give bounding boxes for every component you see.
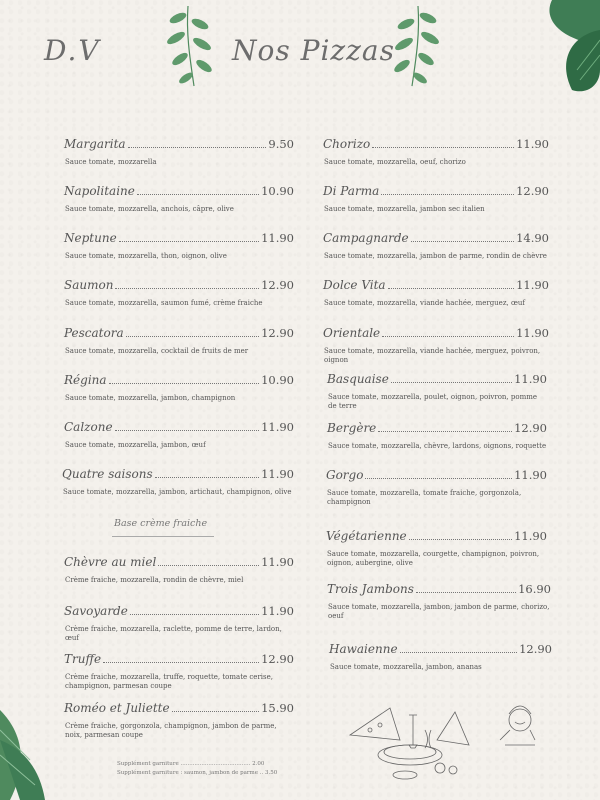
pizza-price: 12.90	[514, 421, 547, 435]
section-heading-cream-base: Base crème fraiche	[114, 518, 208, 529]
pizza-name: Margarita	[64, 137, 126, 151]
pizza-description: Sauce tomate, mozzarella, jambon, œuf	[65, 441, 206, 449]
pizza-description: Sauce tomate, mozzarella, chèvre, lardons, oignons, roquette	[328, 442, 547, 450]
menu-item	[64, 184, 294, 214]
pizza-price: 11.90	[261, 604, 294, 618]
pizza-description: Sauce tomate, mozzarella, viande hachée, merguez, poivron, oignon	[324, 347, 541, 364]
pizza-description: Sauce tomate, mozzarella, jambon, jambon de parme, chorizo, oeuf	[328, 603, 550, 620]
pizza-name: Savoyarde	[64, 604, 128, 618]
menu-item	[64, 137, 294, 167]
pizza-price: 11.90	[514, 468, 547, 482]
pizza-name: Calzone	[64, 420, 113, 434]
palm-leaf-icon	[0, 700, 70, 800]
menu-item	[64, 701, 294, 740]
menu-item	[64, 326, 294, 356]
leaf-branch-icon	[158, 4, 218, 89]
pizza-description: Sauce tomate, mozzarella, cocktail de fruits de mer	[65, 347, 249, 355]
monstera-leaf-icon	[532, 0, 600, 100]
pizza-name: Pescatora	[64, 326, 124, 340]
pizza-name: Neptune	[64, 231, 117, 245]
menu-item	[64, 555, 294, 585]
pizza-price: 14.90	[516, 231, 549, 245]
pizza-description: Sauce tomate, mozzarella, jambon sec italien	[324, 205, 485, 213]
pizza-name: Gorgo	[326, 468, 364, 482]
menu-item	[323, 231, 549, 261]
menu-item	[64, 278, 294, 308]
pizza-description: Sauce tomate, mozzarella, courgette, champignon, poivron, oignon, aubergine, olive	[327, 550, 540, 567]
pizza-name: Hawaienne	[329, 642, 398, 656]
pizza-price: 15.90	[261, 701, 294, 715]
pizza-description: Crème fraiche, gorgonzola, champignon, jambon de parme, noix, parmesan coupe	[65, 722, 277, 739]
pizza-name: Campagnarde	[323, 231, 409, 245]
pizza-price: 11.90	[516, 137, 549, 151]
pizza-name: Végétarienne	[326, 529, 407, 543]
pizza-description: Sauce tomate, mozzarella, jambon, champignon	[65, 394, 236, 402]
menu-item	[64, 652, 294, 691]
pizza-name: Bergère	[327, 421, 377, 435]
pizza-description: Sauce tomate, mozzarella, oeuf, chorizo	[324, 158, 466, 166]
pizza-price: 11.90	[514, 372, 547, 386]
pizza-price: 11.90	[516, 326, 549, 340]
pizza-price: 12.90	[516, 184, 549, 198]
pizza-description: Sauce tomate, mozzarella, tomate fraiche, gorgonzola, champignon	[327, 489, 522, 506]
pizza-name: Truffe	[64, 652, 102, 666]
pizza-price: 12.90	[261, 326, 294, 340]
pizza-price: 11.90	[516, 278, 549, 292]
menu-item	[326, 529, 547, 568]
pizza-price: 11.90	[261, 231, 294, 245]
pizza-price: 10.90	[261, 184, 294, 198]
brand-logo-text: D.V	[44, 34, 101, 67]
menu-item	[327, 421, 547, 451]
supplement-price: 2.00	[252, 761, 265, 767]
pizza-price: 12.90	[261, 652, 294, 666]
supplement-price: 3.50	[265, 770, 278, 776]
pizza-name: Chorizo	[323, 137, 371, 151]
pizza-description: Sauce tomate, mozzarella, jambon, artichaut, champignon, olive	[63, 488, 292, 496]
supplement-line: Supplément garniture : saumon, jambon de parme .. 3.50	[117, 770, 278, 776]
menu-item	[62, 467, 294, 497]
menu-item	[64, 604, 294, 643]
menu-item	[64, 231, 294, 261]
leaf-branch-icon-right	[388, 4, 448, 89]
section-divider	[112, 536, 214, 537]
menu-item	[64, 373, 294, 403]
menu-item	[323, 278, 549, 308]
pizza-description: Sauce tomate, mozzarella, viande hachée, merguez, œuf	[324, 299, 525, 307]
pizza-price: 9.50	[268, 137, 294, 151]
menu-item	[329, 642, 552, 672]
pizza-description: Sauce tomate, mozzarella, jambon, ananas	[330, 663, 482, 671]
menu-item	[327, 372, 547, 411]
menu-item	[327, 582, 551, 621]
pizza-name: Trois Jambons	[327, 582, 414, 596]
supplement-label: Supplément garniture : saumon, jambon de parme	[117, 770, 259, 776]
pizza-name: Régina	[64, 373, 107, 387]
pizza-name: Roméo et Juliette	[64, 701, 170, 715]
pizza-price: 12.90	[519, 642, 552, 656]
pizza-description: Crème fraiche, mozzarella, raclette, pomme de terre, lardon, œuf	[65, 625, 282, 642]
pizza-description: Sauce tomate, mozzarella, anchois, câpre, olive	[65, 205, 234, 213]
pizza-description: Sauce tomate, mozzarella, jambon de parme, rondin de chèvre	[324, 252, 547, 260]
pizza-description: Crème fraiche, mozzarella, rondin de chèvre, miel	[65, 576, 244, 584]
pizza-description: Sauce tomate, mozzarella, thon, oignon, olive	[65, 252, 227, 260]
pizza-name: Quatre saisons	[62, 467, 153, 481]
pizza-price: 11.90	[261, 420, 294, 434]
supplement-line: Supplément garniture ........................................ 2.00	[117, 761, 265, 767]
pizza-description: Sauce tomate, mozzarella, saumon fumé, crème fraiche	[65, 299, 263, 307]
pizza-description: Crème fraiche, mozzarella, truffe, roquette, tomate cerise, champignon, parmesan coupe	[65, 673, 273, 690]
menu-item	[323, 184, 549, 214]
pizza-price: 11.90	[261, 555, 294, 569]
pizza-name: Di Parma	[323, 184, 380, 198]
menu-item	[64, 420, 294, 450]
pizza-description: Sauce tomate, mozzarella	[65, 158, 157, 166]
pizza-price: 11.90	[261, 467, 294, 481]
pizza-price: 16.90	[518, 582, 551, 596]
pizza-name: Chèvre au miel	[64, 555, 157, 569]
menu-item	[323, 137, 549, 167]
pizza-name: Dolce Vita	[323, 278, 386, 292]
pizza-sketch-illustration	[345, 700, 550, 785]
pizza-name: Basquaise	[327, 372, 389, 386]
pizza-price: 10.90	[261, 373, 294, 387]
pizza-name: Orientale	[323, 326, 381, 340]
pizza-price: 12.90	[261, 278, 294, 292]
supplement-label: Supplément garniture	[117, 761, 179, 767]
menu-item	[326, 468, 547, 507]
menu-item	[323, 326, 549, 365]
pizza-name: Saumon	[64, 278, 114, 292]
pizza-price: 11.90	[514, 529, 547, 543]
pizza-name: Napolitaine	[64, 184, 135, 198]
pizza-description: Sauce tomate, mozzarella, poulet, oignon, poivron, pomme de terre	[328, 393, 537, 410]
menu-title: Nos Pizzas	[232, 34, 395, 67]
